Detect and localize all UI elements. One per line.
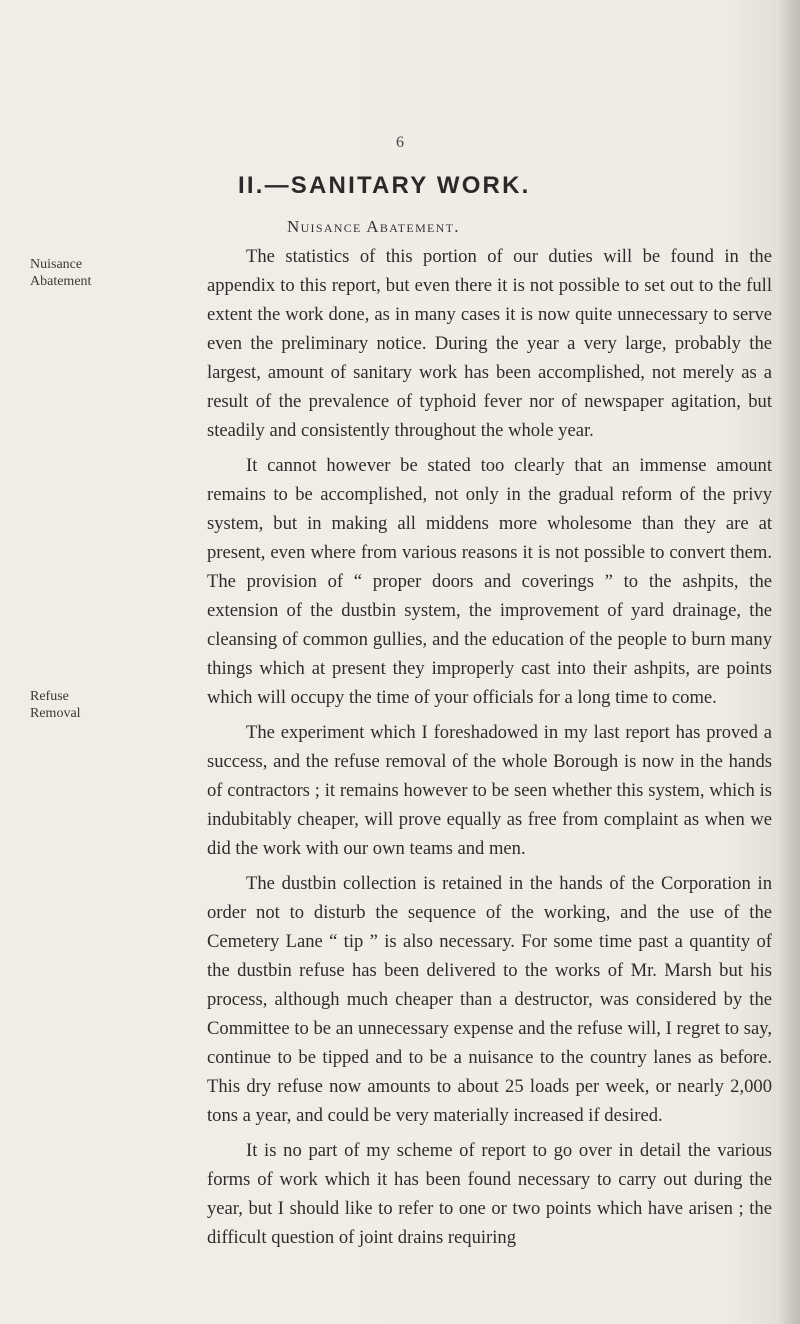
- page-edge-shadow: [778, 0, 800, 1324]
- margin-note-line: Refuse: [30, 689, 69, 704]
- paragraph: The statistics of this portion of our duties will be found in the appendix to this report, but even there it is not possible to set out to the full extent the work done, as in many cases it is now quite unnecessary to serve even the preliminary notice. During the year a very large, probably the largest, amount of sanitary work has been accomplished, not merely as a result of the prevalence of typhoid fever nor of newspaper agitation, but steadily and consistently throughout the whole year.: [207, 246, 772, 441]
- paragraph: It cannot however be stated too clearly that an immense amount remains to be accomplished, not only in the gradual reform of the privy system, but in making all middens more wholesome than they are at present, even where from various reasons it is not possible to convert them. The provision of “ proper doors and coverings ” to the ashpits, the extension of the dustbin system, the improvement of yard drainage, the cleansing of common gullies, and the education of the people to burn many things which at present they improperly cast into their ashpits, are points which will occupy the time of your officials for a long time to come.: [207, 455, 772, 708]
- page-number: 6: [396, 134, 404, 151]
- paragraph: The dustbin collection is retained in the hands of the Corporation in order not to disturb the sequence of the working, and the use of the Cemetery Lane “ tip ” is also necessary. For some time past a quantity of the dustbin refuse has been delivered to the works of Mr. Marsh but his process, although much cheaper than a destructor, was considered by the Committee to be an unnecessary expense and the refuse will, I regret to say, continue to be tipped and to be a nuisance to the country lanes as before. This dry refuse now amounts to about 25 loads per week, or nearly 2,000 tons a year, and could be very materially increased if desired.: [207, 873, 772, 1126]
- margin-note-line: Abatement: [30, 274, 92, 289]
- section-subheading: Nuisance Abatement.: [287, 217, 460, 236]
- margin-note-line: Nuisance: [30, 257, 83, 272]
- paragraph: The experiment which I foreshadowed in my last report has proved a success, and the refuse removal of the whole Borough is now in the hands of contractors ; it remains however to be seen whether this system, which is indubitably cheaper, will prove equally as free from complaint as when we did the work with our own teams and men.: [207, 722, 772, 859]
- body-text: [207, 242, 772, 1258]
- margin-note-refuse-removal: [30, 688, 126, 722]
- paragraph: It is no part of my scheme of report to go over in detail the various forms of work which it has been found necessary to carry out during the year, but I should like to refer to one or two points which have arisen ; the difficult question of joint drains requiring: [207, 1140, 772, 1248]
- margin-note-nuisance-abatement: [30, 256, 126, 290]
- margin-note-line: Removal: [30, 706, 81, 721]
- section-heading: II.—SANITARY WORK.: [238, 172, 531, 199]
